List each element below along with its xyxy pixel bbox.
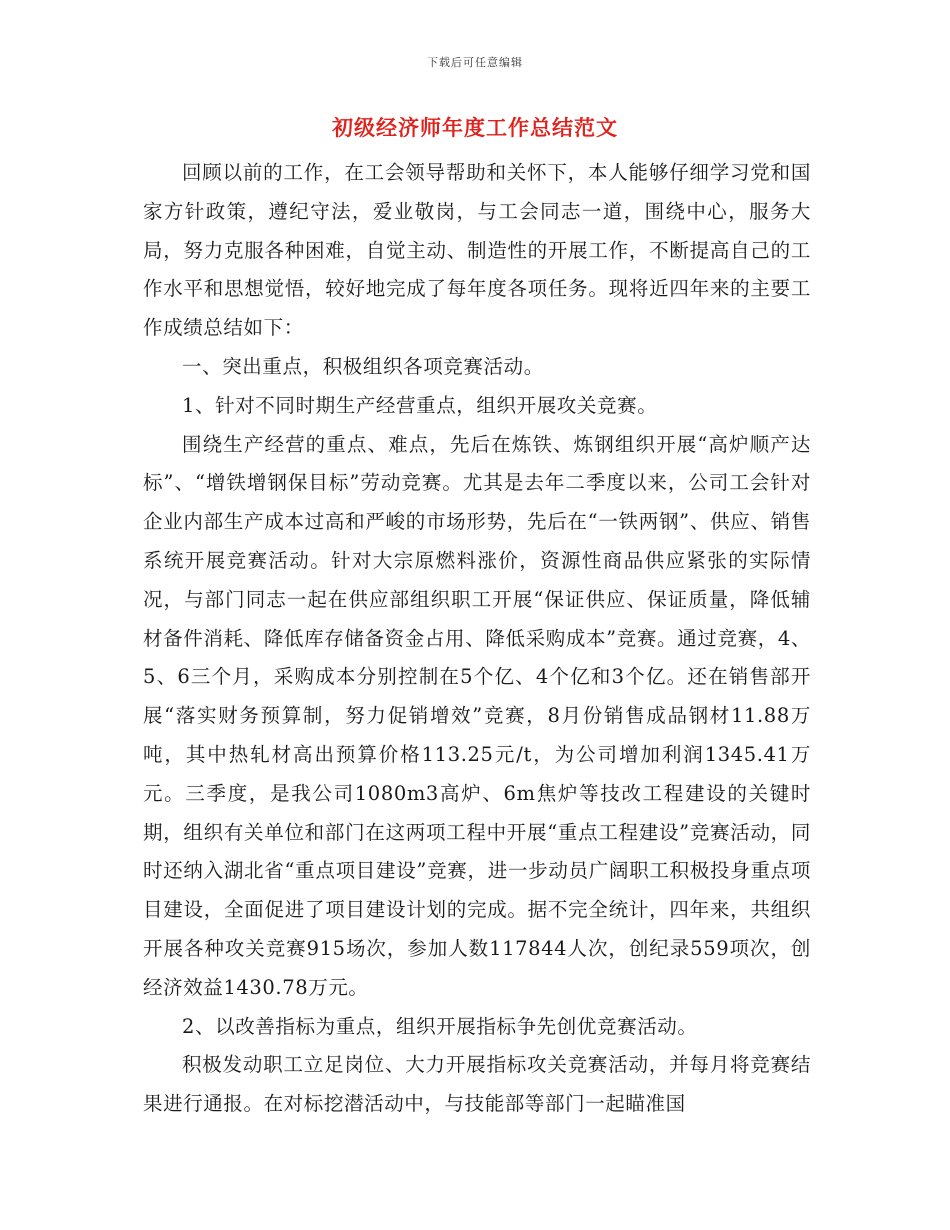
paragraph-indicators: 积极发动职工立足岗位、大力开展指标攻关竞赛活动，并每月将竞赛结果进行通报。在对标挖潜活动中，与技能部等部门一起瞄准国	[143, 1053, 811, 1116]
document-body	[143, 154, 811, 1124]
document-title: 初级经济师年度工作总结范文	[332, 115, 618, 140]
paragraph-intro: 回顾以前的工作，在工会领导帮助和关怀下，本人能够仔细学习党和国家方针政策，遵纪守法，爱业敬岗，与工会同志一道，围绕中心，服务大局，努力克服各种困难，自觉主动、制造性的开展工作，不断提高自己的工作水平和思想觉悟，较好地完成了每年度各项任务。现将近四年来的主要工作成绩总结如下：	[143, 161, 811, 340]
subsection-heading-2: 2、以改善指标为重点，组织开展指标争先创优竞赛活动。	[182, 1014, 698, 1038]
page-header-note: 下载后可任意编辑	[427, 56, 523, 69]
section-heading-1: 一、突出重点，积极组织各项竞赛活动。	[182, 354, 544, 378]
paragraph-competitions: 围绕生产经营的重点、难点，先后在炼铁、炼钢组织开展“高炉顺产达标”、“增铁增钢保目标”劳动竞赛。尤其是去年二季度以来，公司工会针对企业内部生产成本过高和严峻的市场形势，先后在“一铁两钢”、供应、销售系统开展竞赛活动。针对大宗原燃料涨价，资源性商品供应紧张的实际情况，与部门同志一起在供应部组织职工开展“保证供应、保证质量，降低辅材备件消耗、降低库存储备资金占用、降低采购成本”竞赛。通过竞赛，4、5、6三个月，采购成本分别控制在5个亿、4个亿和3个亿。还在销售部开展“落实财务预算制，努力促销增效”竞赛，8月份销售成品钢材11.88万吨，其中热轧材高出预算价格113.25元/t，为公司增加利润1345.41万元。三季度，是我公司1080m3高炉、6m焦炉等技改工程建设的关键时期，组织有关单位和部门在这两项工程中开展“重点工程建设”竞赛活动，同时还纳入湖北省“重点项目建设”竞赛，进一步动员广阔职工积极投身重点项目建设，全面促进了项目建设计划的完成。据不完全统计，四年来，共组织开展各种攻关竞赛915场次，参加人数117844人次，创纪录559项次，创经济效益1430.78万元。	[143, 432, 811, 999]
subsection-heading-1: 1、针对不同时期生产经营重点，组织开展攻关竞赛。	[182, 393, 658, 417]
